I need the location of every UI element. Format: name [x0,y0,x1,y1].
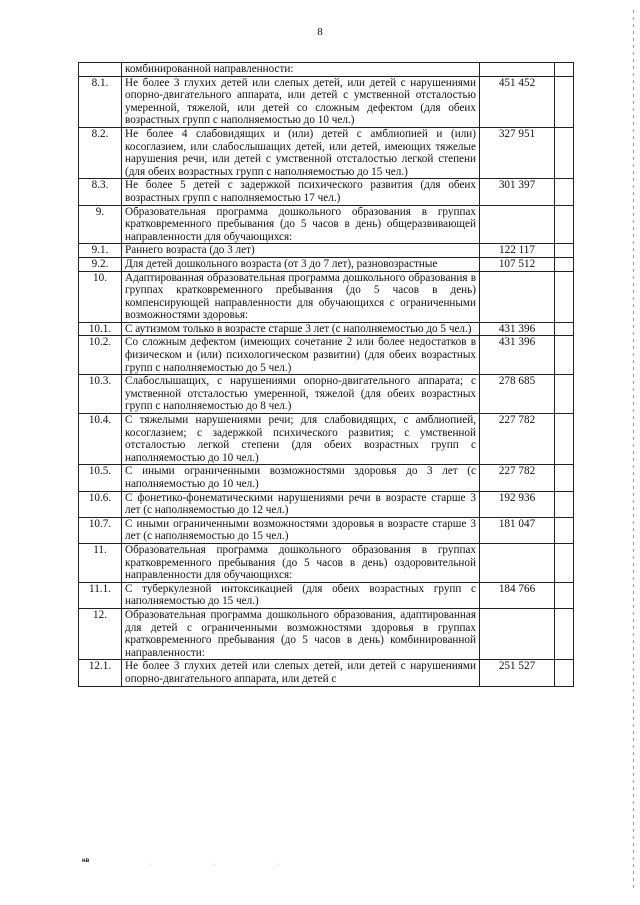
row-number: 10.2. [79,336,122,375]
table-row [79,63,574,77]
table-row [79,660,574,686]
table-row [79,244,574,258]
row-number: 11.1. [79,582,122,608]
row-value [480,608,555,659]
row-description: С иными ограниченными возможностями здоровья до 3 лет (с наполняемостью до 10 чел.) [122,465,480,491]
row-extra-cell [555,660,574,686]
row-number: 9.2. [79,257,122,271]
row-value [480,63,555,77]
footer-mark: нв [82,858,90,864]
row-number: 11. [79,543,122,582]
row-description: Адаптированная образовательная программа дошкольного образования в группах кратковременного пребывания (до 5 часов в день) компенсирующей направленности для обучающихся с ограниченными возможностями здоровья: [122,271,480,322]
row-number: 8.3. [79,179,122,205]
row-description: Со сложным дефектом (имеющих сочетание 2 или более недостатков в физическом и (или) психологическом развитии) (для обеих возрастных групп с наполняемостью до 5 чел.) [122,336,480,375]
page-number: 8 [317,26,323,38]
row-number: 8.2. [79,127,122,178]
row-extra-cell [555,127,574,178]
row-value: 327 951 [480,127,555,178]
row-description: С туберкулезной интоксикацией (для обеих возрастных групп с наполняемостью до 15 чел.) [122,582,480,608]
row-description: Не более 3 глухих детей или слепых детей, или детей с нарушениями опорно-двигательного аппарата, или детей с [122,660,480,686]
row-extra-cell [555,76,574,127]
row-extra-cell [555,465,574,491]
row-extra-cell [555,322,574,336]
table-row [79,322,574,336]
footer-dots: · · · [150,862,309,868]
row-extra-cell [555,205,574,244]
row-value: 227 782 [480,414,555,465]
row-description: С фонетико-фонематическими нарушениями речи в возрасте старше 3 лет (с наполняемостью до 12 чел.) [122,491,480,517]
row-description: Не более 4 слабовидящих и (или) детей с амблиопией и (или) косоглазием, или слабослышащих детей, или детей, имеющих тяжелые нарушения речи, или детей с умственной отсталостью легкой степени (для обеих возрастных групп с наполняемостью до 15 чел.) [122,127,480,178]
row-extra-cell [555,244,574,258]
row-extra-cell [555,375,574,414]
row-value: 122 117 [480,244,555,258]
row-description: С иными ограниченными возможностями здоровья в возрасте старше 3 лет (с наполняемостью до 15 чел.) [122,517,480,543]
row-description: Раннего возраста (до 3 лет) [122,244,480,258]
row-extra-cell [555,608,574,659]
row-extra-cell [555,543,574,582]
row-number: 10.4. [79,414,122,465]
table-row [79,375,574,414]
row-number: 12.1. [79,660,122,686]
row-value: 192 936 [480,491,555,517]
row-description: Слабослышащих, с нарушениями опорно-двигательного аппарата; с умственной отсталостью умеренной, тяжелой (для обеих возрастных групп с наполняемостью до 8 чел.) [122,375,480,414]
row-number: 10.6. [79,491,122,517]
row-number: 10.7. [79,517,122,543]
row-value: 278 685 [480,375,555,414]
table-row [79,257,574,271]
table-row [79,517,574,543]
table-row [79,491,574,517]
row-extra-cell [555,491,574,517]
row-number: 10.3. [79,375,122,414]
row-number: 8.1. [79,76,122,127]
table-row [79,76,574,127]
table-row [79,127,574,178]
row-description: С тяжелыми нарушениями речи; для слабовидящих, с амблиопией, косоглазием; с задержкой психического развития; с умственной отсталостью легкой степени (для обеих возрастных групп с наполняемостью до 10 чел.) [122,414,480,465]
row-extra-cell [555,414,574,465]
row-number: 10. [79,271,122,322]
row-description: комбинированной направленности: [122,63,480,77]
row-value [480,543,555,582]
row-number: 9.1. [79,244,122,258]
table-row [79,179,574,205]
table-row [79,608,574,659]
row-value: 431 396 [480,322,555,336]
row-value: 107 512 [480,257,555,271]
table-row [79,465,574,491]
row-extra-cell [555,517,574,543]
row-number: 10.1. [79,322,122,336]
row-description: Не более 5 детей с задержкой психического развития (для обеих возрастных групп с наполняемостью 17 чел.) [122,179,480,205]
table-row [79,271,574,322]
row-extra-cell [555,582,574,608]
tariff-table [78,62,574,687]
row-number: 10.5. [79,465,122,491]
table-row [79,543,574,582]
row-value: 451 452 [480,76,555,127]
table-row [79,205,574,244]
row-number [79,63,122,77]
row-value [480,205,555,244]
row-description: Не более 3 глухих детей или слепых детей, или детей с нарушениями опорно-двигательного аппарата, или детей с умственной отсталостью умеренной, тяжелой, или детей со сложным дефектом (для обеих возрастных групп с наполняемостью до 10 чел.) [122,76,480,127]
row-number: 12. [79,608,122,659]
table-row [79,414,574,465]
row-number: 9. [79,205,122,244]
row-extra-cell [555,63,574,77]
row-value: 181 047 [480,517,555,543]
row-value: 184 766 [480,582,555,608]
table-row [79,336,574,375]
row-value: 431 396 [480,336,555,375]
row-extra-cell [555,271,574,322]
row-description: Образовательная программа дошкольного образования в группах кратковременного пребывания (до 5 часов в день) оздоровительной направленности для обучающихся: [122,543,480,582]
row-value: 251 527 [480,660,555,686]
row-value: 227 782 [480,465,555,491]
row-description: Для детей дошкольного возраста (от 3 до 7 лет), разновозрастные [122,257,480,271]
row-description: Образовательная программа дошкольного образования в группах кратковременного пребывания (до 5 часов в день) общеразвивающей направленности для обучающихся: [122,205,480,244]
row-value: 301 397 [480,179,555,205]
row-extra-cell [555,179,574,205]
row-extra-cell [555,257,574,271]
row-value [480,271,555,322]
row-description: С аутизмом только в возрасте старше 3 лет (с наполняемостью до 5 чел.) [122,322,480,336]
table-body [79,63,574,687]
scan-margin-line [633,10,634,890]
row-description: Образовательная программа дошкольного образования, адаптированная для детей с ограниченными возможностями здоровья в группах кратковременного пребывания (до 5 часов в день) комбинированной направленности: [122,608,480,659]
table-row [79,582,574,608]
row-extra-cell [555,336,574,375]
